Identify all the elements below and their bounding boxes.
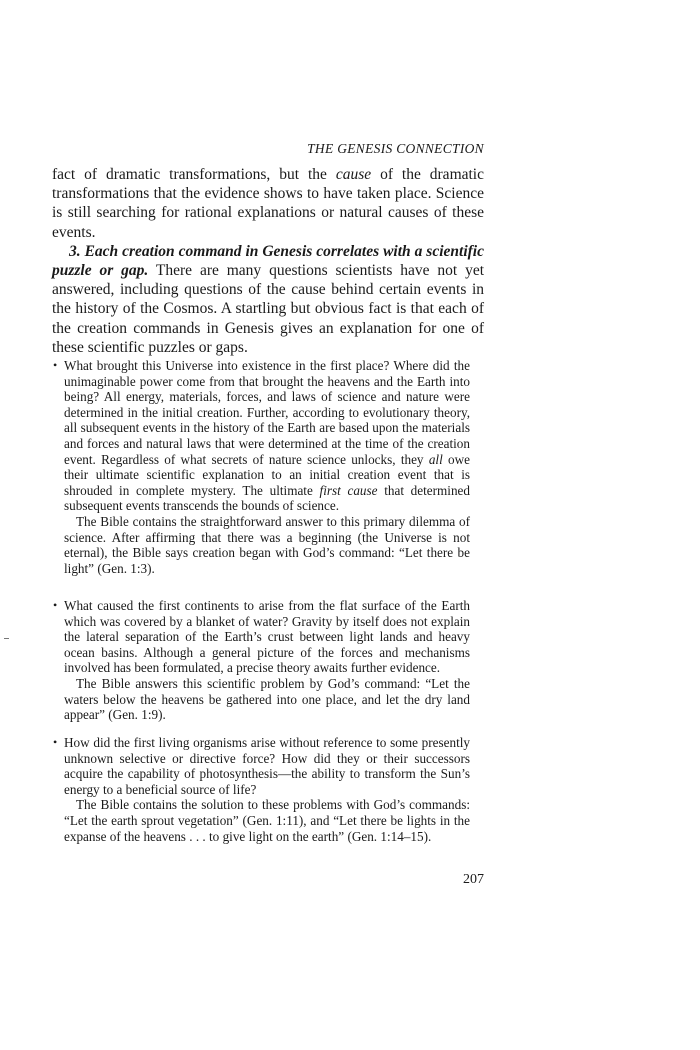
point-3-heading: 3. Each creation command in Genesis correlates with a scientific puzzle or gap. — [52, 242, 484, 280]
bullet-1-text-a: What brought this Universe into existence in the first place? Where did the unimaginable power come from that brought the heavens and the Earth into being? All energy, materials, forces, and laws of science and nature were determined in the initial creation. Further, according to evolutionary theory, all subsequent events in the history of the Earth are based upon the materials and forces and natural laws that were determined at the time of the creation event. Regardless of what secrets of nature science unlocks, they — [64, 358, 470, 467]
bullet-item-1 — [53, 358, 471, 576]
running-head: THE GENESIS CONNECTION — [307, 141, 484, 156]
bullet-item-3 — [53, 735, 470, 844]
bullet-2-answer: The Bible answers this scientific problem by God’s command: “Let the waters below the heavens be gathered into one place, and let the dry land appear” (Gen. 1:9). — [64, 675, 470, 723]
intro-text-a: fact of dramatic transformations, but the — [52, 166, 336, 183]
bullet-3-question: How did the first living organisms arise without reference to some presently unknown selective or directive force? How did they or their successors acquire the capability of photosynthesis—the ability to transform the Sun’s energy to a beneficial source of life? — [64, 735, 470, 797]
bullet-3-answer: The Bible contains the solution to these problems with God’s commands: “Let the earth sprout vegetation” (Gen. 1:11), and “Let there be lights in the expanse of the heavens . . . to give light on the earth” (Gen. 1:14–15). — [64, 797, 470, 844]
bullet-1-emphasis-all: all — [428, 451, 443, 467]
bullet-1-question — [64, 358, 470, 514]
bullet-1-text-c: that determined subsequent events transcends the bounds of science. — [64, 482, 471, 514]
point-3-paragraph — [52, 242, 484, 357]
bullet-1-text-b: owe their ultimate scientific explanation to an initial creation event that is shrouded in complete mystery. The ultimate — [64, 451, 470, 498]
intro-paragraph — [52, 165, 484, 242]
bullet-1-emphasis-first-cause: first cause — [319, 482, 378, 498]
page-number: 207 — [463, 872, 484, 887]
bullet-icon: • — [53, 598, 58, 612]
intro-emphasis: cause — [335, 166, 372, 183]
scan-artifact — [4, 638, 9, 639]
bullet-item-2 — [53, 598, 470, 723]
main-text — [52, 165, 484, 357]
intro-text-b: of the dramatic transformations that the evidence shows to have taken place. Science is still searching for rational explanations or natural causes of these events. — [52, 166, 484, 241]
bullet-1-answer: The Bible contains the straightforward answer to this primary dilemma of science. After affirming that there was a beginning (the Universe is not eternal), the Bible says creation began with God’s command: “Let there be light” (Gen. 1:3). — [64, 513, 470, 576]
bullet-icon: • — [53, 735, 58, 749]
point-3-body: There are many questions scientists have not yet answered, including questions of the cause behind certain events in the history of the Cosmos. A startling but obvious fact is that each of the creation commands in Genesis gives an explanation for one of these scientific puzzles or gaps. — [52, 262, 485, 356]
bullet-icon: • — [53, 358, 58, 372]
bullet-2-question: What caused the first continents to arise from the flat surface of the Earth which was covered by a blanket of water? Gravity by itself does not explain the lateral separation of the Earth’s crust between light lands and heavy ocean basins. Although a general picture of the forces and mechanisms involved has been formulated, a precise theory awaits further evidence. — [64, 598, 470, 676]
